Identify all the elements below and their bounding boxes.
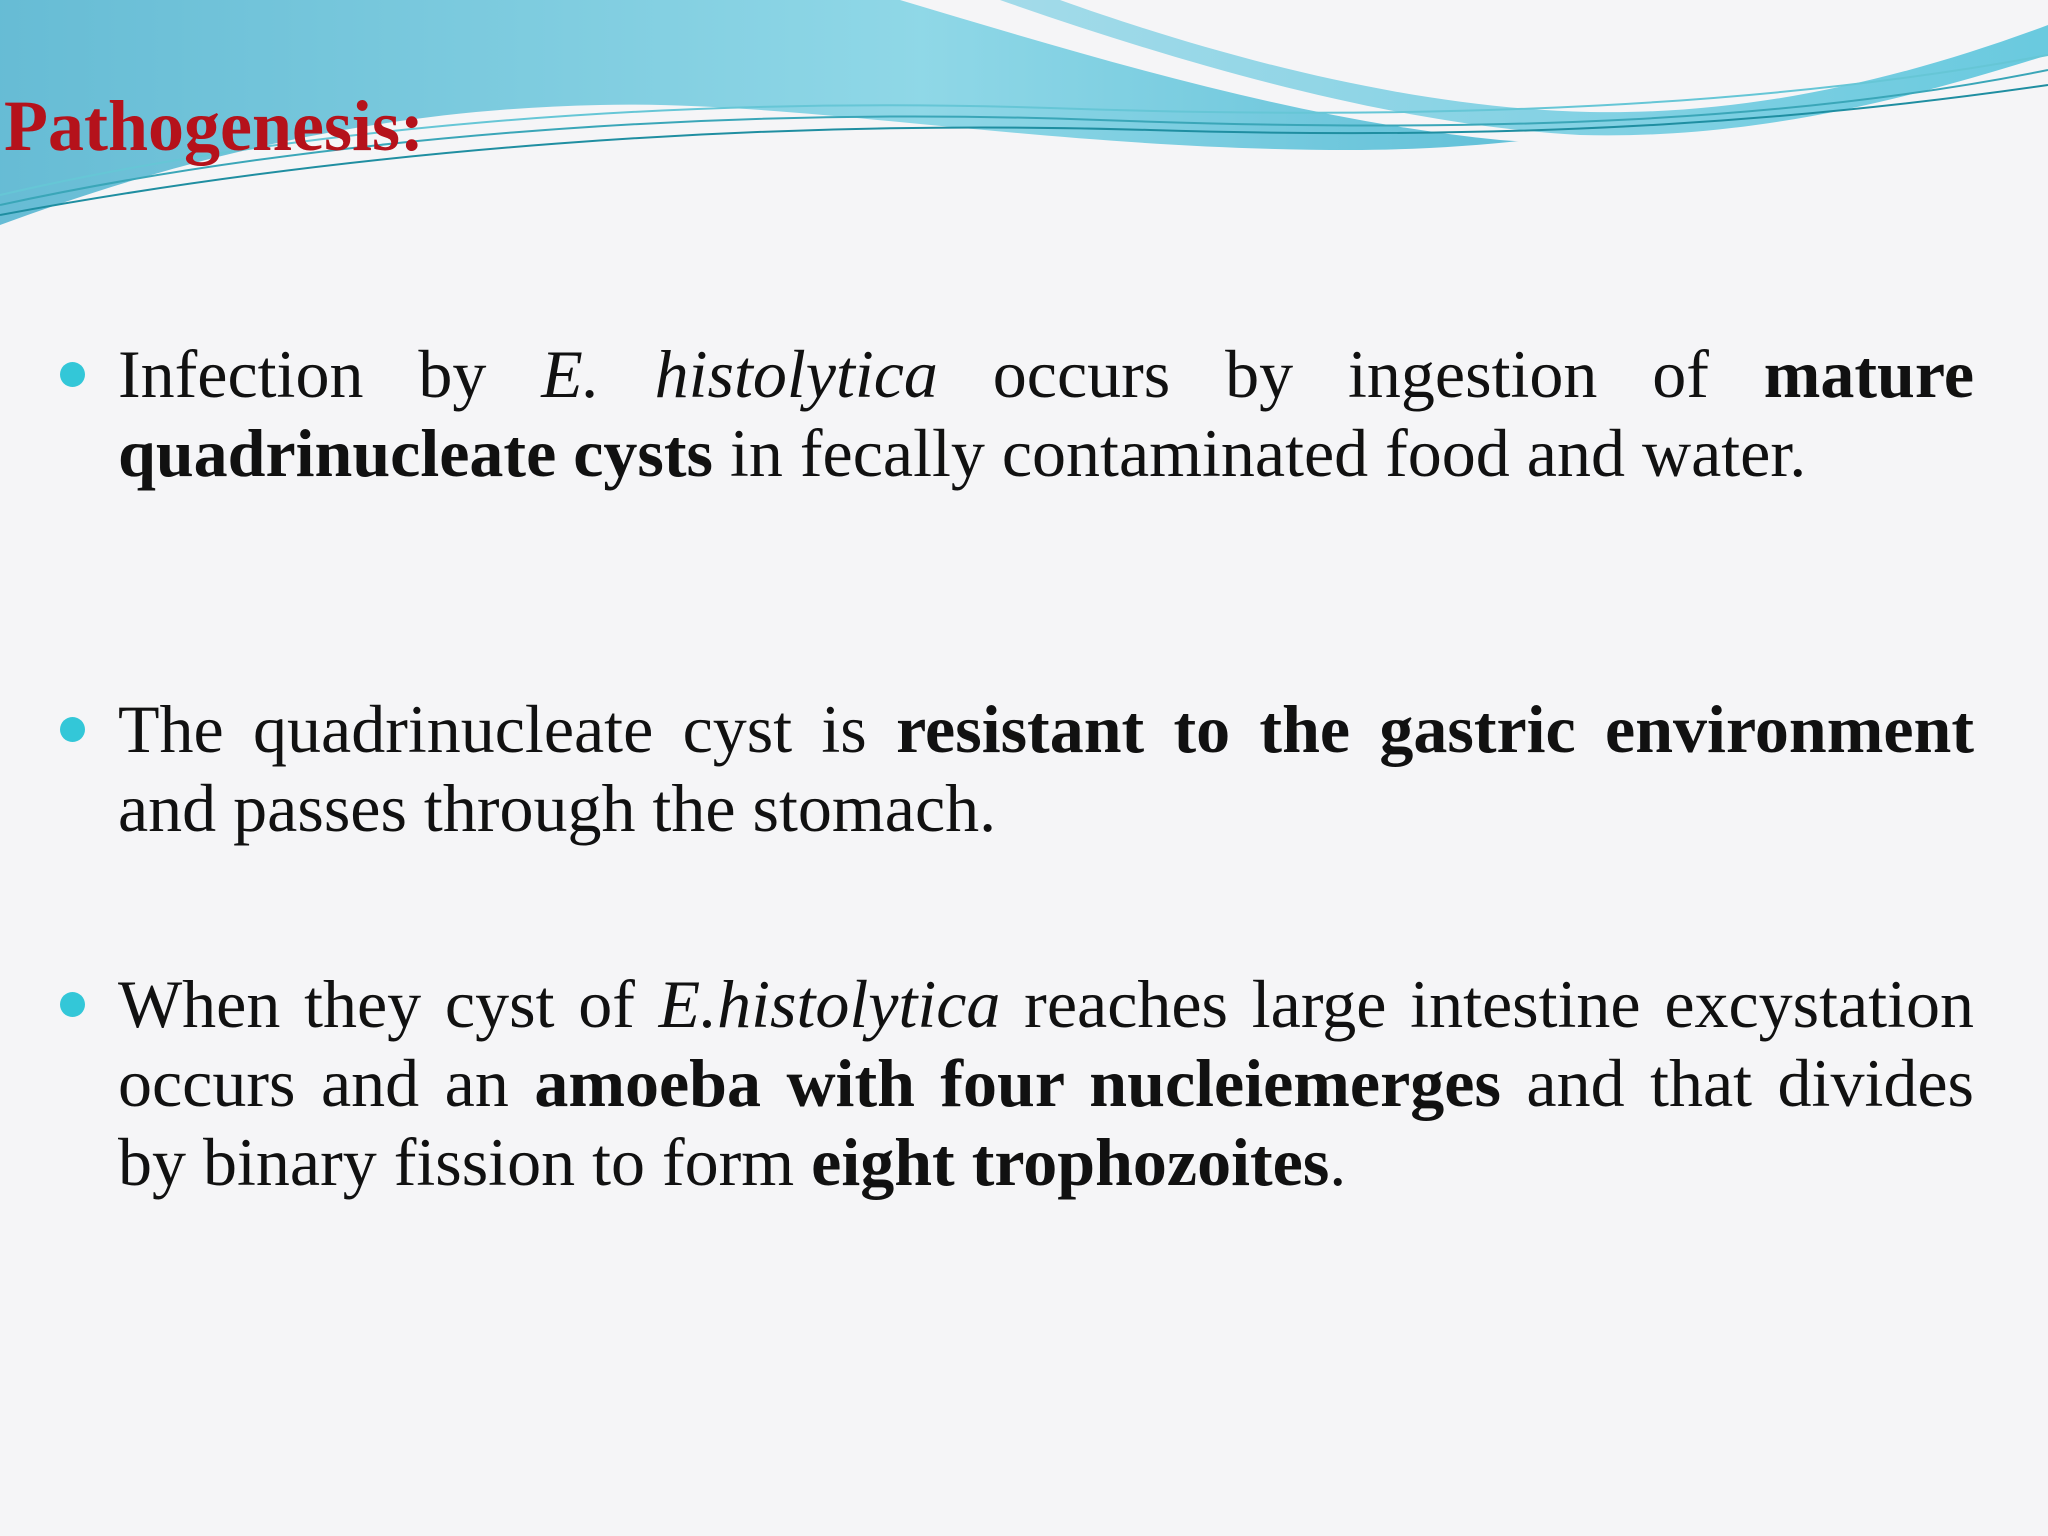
bullet-text-bold: resistant to the gastric environment (896, 691, 1975, 767)
bullet-text-segment: and passes through the stomach. (118, 770, 997, 846)
bullet-text-bold: eight trophozoites (811, 1124, 1330, 1200)
bullet-text-segment: occurs by ingestion of (937, 336, 1764, 412)
bullet-text-segment: and that divides by binary fission to form (118, 1045, 1974, 1200)
bullet-text-segment: reaches large intestine excystation occurs and an (118, 966, 1975, 1121)
bullet-text-italic: E.histolytica (658, 966, 1001, 1042)
bullet-text-segment: Infection by (118, 336, 542, 412)
bullet-text-bold: mature quadrinucleate cysts (118, 336, 1975, 491)
slide-title: Pathogenesis: (4, 86, 424, 166)
bullet-dot-icon (60, 992, 85, 1017)
bullet-item-excystation (118, 965, 1974, 1202)
bullet-text-segment: . (1329, 1124, 1347, 1200)
bullet-text-bold: amoeba with four nucleiemerges (534, 1045, 1501, 1121)
bullet-item-gastric-resistance (118, 690, 1974, 848)
bullet-dot-icon (60, 362, 85, 387)
bullet-text-segment: The quadrinucleate cyst is (118, 691, 897, 767)
bullet-item-ingestion (118, 335, 1974, 493)
bullet-dot-icon (60, 717, 85, 742)
bullet-text-italic: E. histolytica (541, 336, 938, 412)
bullet-text-segment: in fecally contaminated food and water. (713, 415, 1807, 491)
bullet-text-segment: When they cyst of (118, 966, 659, 1042)
